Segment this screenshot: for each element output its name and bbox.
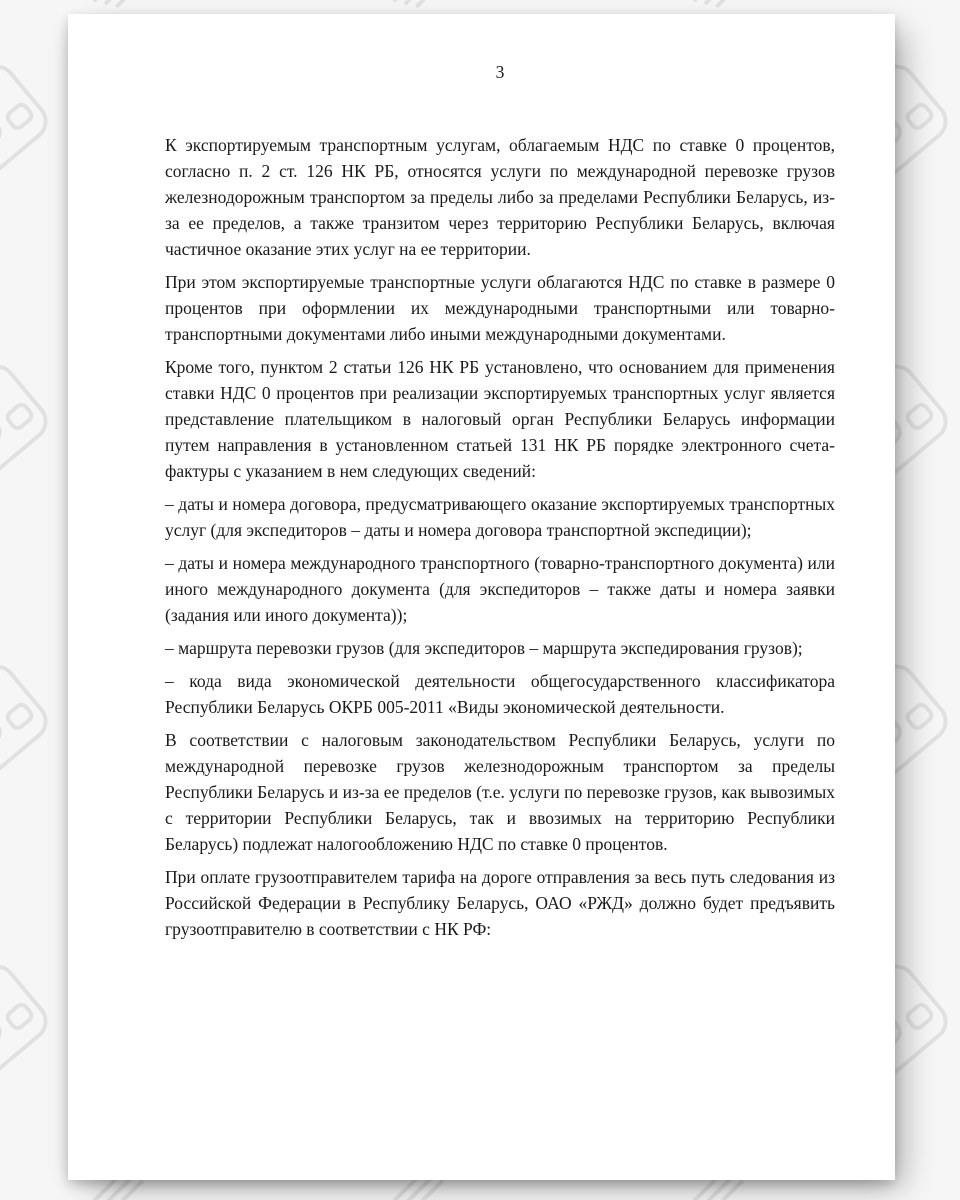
paragraph-export-services-definition: К экспортируемым транспортным услугам, облагаемым НДС по ставке 0 процентов, согласно п. 2 ст. 126 НК РБ, относятся услуги по международной перевозке грузов железнодорожным транспортом за пределы либо за пределами Республики Беларусь, из-за ее пределов, а также транзитом через территорию Республики Беларусь, включая частичное оказание этих услуг на ее территории. (165, 135, 835, 259)
list-item-contract-date-number: – даты и номера договора, предусматривающего оказание экспортируемых транспортных услуг (для экспедиторов – даты и номера договора транспортной экспедиции); (165, 494, 835, 540)
paragraph-zero-rate-documents: При этом экспортируемые транспортные услуги облагаются НДС по ставке в размере 0 процентов при оформлении их международными транспортными или товарно-транспортными документами либо иными международными документами. (165, 272, 835, 344)
paragraph-rzd-tariff-payment: При оплате грузоотправителем тарифа на дороге отправления за весь путь следования из Российской Федерации в Республику Беларусь, ОАО «РЖД» должно будет предъявить грузоотправителю в соответствии с НК РФ: (165, 867, 835, 939)
document-page (68, 14, 895, 1180)
list-item-transport-document: – даты и номера международного транспортного (товарно-транспортного документа) или иного международного документа (для экспедиторов – также даты и номера заявки (задания или иного документа)); (165, 553, 835, 625)
list-item-route: – маршрута перевозки грузов (для экспедиторов – маршрута экспедирования грузов); (165, 638, 803, 658)
page-number: 3 (495, 62, 505, 82)
list-item-activity-code: – кода вида экономической деятельности общегосударственного классификатора Республики Беларусь ОКРБ 005-2011 «Виды экономической деятельности. (165, 671, 835, 717)
paragraph-basis-for-zero-rate: Кроме того, пунктом 2 статьи 126 НК РБ установлено, что основанием для применения ставки НДС 0 процентов при реализации экспортируемых транспортных услуг является представление плательщиком в налоговый орган Республики Беларусь информации путем направления в установленном статьей 131 НК РБ порядке электронного счета-фактуры с указанием в нем следующих сведений: (165, 357, 835, 481)
paragraph-belarus-tax-law: В соответствии с налоговым законодательством Республики Беларусь, услуги по международной перевозке грузов железнодорожным транспортом за пределы Республики Беларусь и из-за ее пределов (т.е. услуги по перевозке грузов, как вывозимых с территории Республики Беларусь, так и ввозимых на территорию Республики Беларусь) подлежат налогообложению НДС по ставке 0 процентов. (165, 730, 835, 854)
